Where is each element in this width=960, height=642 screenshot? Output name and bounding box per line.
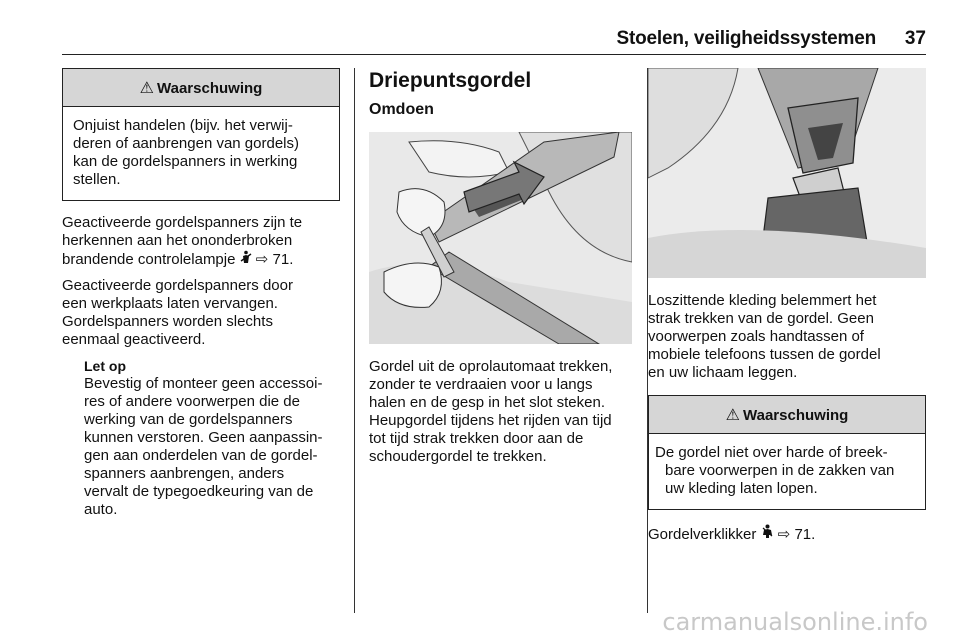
paragraph [62,277,340,349]
text-line: eenmaal geactiveerd. [62,331,206,348]
text-line [62,250,340,269]
paragraph [62,214,340,269]
text-line: Onjuist handelen (bijv. het verwij- [73,117,293,134]
text-line: De gordel niet over harde of breek- [655,444,888,461]
text-line: een werkplaats laten vervangen. [62,295,278,312]
warning-triangle-icon: ⚠ [139,80,155,97]
text-line: kunnen verstoren. Geen aanpassin- [84,429,323,446]
text-line: Gordelspanners worden slechts [62,313,273,330]
text-line: mobiele telefoons tussen de gordel [648,346,881,363]
figure-caption [369,358,634,466]
text-line: deren of aanbrengen van gordels) [73,135,299,152]
text-line: Geactiveerde gordelspanners zijn te [62,214,303,231]
warning-header [63,69,339,107]
text-line: Geactiveerde gordelspanners door [62,277,293,294]
text-line [648,524,926,544]
text-fragment: Gordelverklikker [648,526,761,543]
buckle-insertion-illustration [648,68,926,278]
header-rule [62,54,926,55]
text-line: schoudergordel te trekken. [369,448,547,465]
page-header [62,28,926,52]
note-title: Let op [84,358,126,374]
column-middle [369,68,634,466]
warning-text [63,107,339,200]
text-line: en uw lichaam leggen. [648,364,798,381]
text-line: tot tijd strak trekken door aan de [369,430,584,447]
warning-text [649,434,925,509]
warning-triangle-icon: ⚠ [725,407,741,424]
page-reference[interactable]: 71. [794,526,816,543]
text-line: bare voorwerpen in de zakken van [665,462,895,479]
seatbelt-fastening-illustration [369,132,632,344]
warning-box [62,68,340,201]
warning-box [648,395,926,510]
column-divider [354,68,355,613]
text-line: res of andere voorwerpen die de [84,393,300,410]
text-line: werking van de gordelspanners [84,411,293,428]
text-line: halen en de gesp in het slot steken. [369,394,606,411]
text-line: auto. [84,501,118,518]
page-reference-arrow-icon: ⇨ [777,526,791,543]
page-number: 37 [904,28,926,49]
text-line: vervalt de typegoedkeuring van de [84,483,314,500]
text-line: spanners aanbrengen, anders [84,465,285,482]
airbag-seatbelt-lamp-icon [240,251,252,268]
text-line: Gordel uit de oprolautomaat trekken, [369,358,613,375]
text-line: Loszittende kleding belemmert het [648,292,877,309]
text-line: strak trekken van de gordel. Geen [648,310,874,327]
warning-title: Waarschuwing [743,407,849,424]
warning-header [649,396,925,434]
text-line: Heupgordel tijdens het rijden van tijd [369,412,612,429]
text-line: gen aan onderdelen van de gordel- [84,447,318,464]
text-line: Bevestig of monteer geen accessoi- [84,375,323,392]
column-left [62,68,340,519]
subsection-title: Omdoen [369,101,434,118]
text-line: uw kleding laten lopen. [665,480,818,497]
text-line: kan de gordelspanners in werking [73,153,298,170]
page-title: Stoelen, veiligheidssystemen [616,28,876,49]
watermark: carmanualsonline.info [662,608,928,636]
warning-title: Waarschuwing [157,80,263,97]
section-title: Driepuntsgordel [369,69,532,92]
text-line: zonder te verdraaien voor u langs [369,376,593,393]
column-right [648,68,926,544]
paragraph [648,292,926,382]
text-line: herkennen aan het ononderbroken [62,232,293,249]
page-reference-arrow-icon: ⇨ [255,251,269,268]
text-fragment: brandende controlelampje [62,251,240,268]
text-line: voorwerpen zoals handtassen of [648,328,864,345]
page-reference[interactable]: 71. [272,251,294,268]
seatbelt-reminder-icon [761,526,774,543]
text-line: stellen. [73,171,121,188]
note-block [62,357,340,519]
